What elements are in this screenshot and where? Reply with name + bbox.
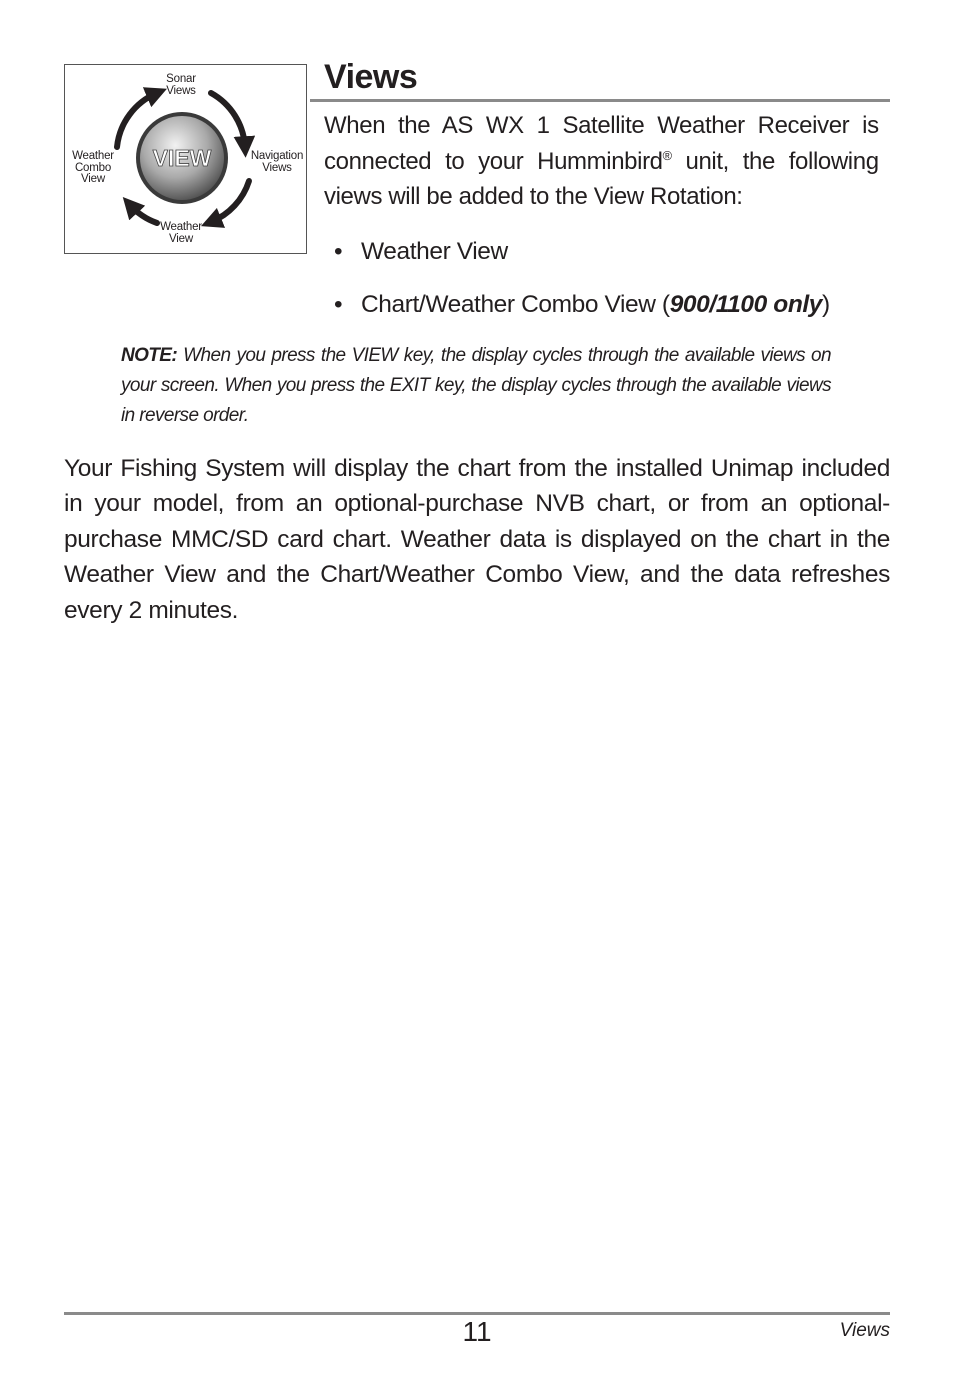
body-paragraph: Your Fishing System will display the chart from the installed Unimap included in your model, from an optional-purchase NVB chart, or from an optional-purchase MMC/SD card chart. Weather data is displayed on the chart in the Weather View and the Chart/Weather Combo View, and the data refreshes every 2 minutes. [64, 455, 890, 624]
label-weather-view [155, 222, 207, 245]
label-weather-line2: View [169, 232, 193, 245]
model-qualifier: 900/1100 only [669, 291, 823, 318]
list-item-text: Chart/Weather Combo View ( [361, 291, 670, 318]
label-sonar-line1: Sonar [166, 73, 196, 85]
label-weather-line1: Weather [160, 221, 202, 233]
label-sonar-views [159, 74, 203, 97]
list-item [334, 232, 830, 285]
list-item [334, 285, 830, 338]
note-label: NOTE: [121, 345, 178, 366]
note [121, 341, 831, 431]
label-navigation-line1: Navigation [250, 150, 304, 162]
label-combo-line1: Weather [72, 150, 114, 162]
bullet-dot: • [334, 291, 343, 318]
label-weather-combo-view [66, 151, 120, 186]
view-button-label: VIEW [152, 145, 212, 171]
label-combo-line2: Combo [74, 161, 112, 174]
label-navigation-line2: Views [262, 161, 292, 174]
view-rotation-diagram [64, 64, 307, 254]
intro-paragraph [324, 108, 879, 215]
title-rule [310, 99, 890, 102]
list-item-suffix: ) [822, 291, 830, 318]
footer-rule [64, 1312, 890, 1315]
registered-mark: ® [662, 147, 672, 163]
intro-text-1: When the AS WX 1 Satellite Weather Receiver is connected to your Humminbird [324, 112, 879, 175]
label-combo-line3: View [81, 173, 105, 185]
list-item-text: Weather View [361, 238, 508, 265]
page-title: Views [324, 58, 418, 96]
arrow-weather-to-combo [130, 205, 157, 223]
footer-section-title: Views [839, 1320, 890, 1341]
label-sonar-line2: Views [166, 84, 196, 97]
intro-text-2: unit, the following views will be added to the View Rotation: [324, 147, 879, 210]
note-text: When you press the VIEW key, the display cycles through the available views on your screen. When you press the EXIT key, the display cycles through the available views in reverse order. [121, 345, 831, 426]
label-navigation-views [245, 151, 309, 174]
bullet-dot: • [334, 238, 343, 265]
added-views-list [334, 232, 830, 338]
page-number: 11 [462, 1316, 492, 1347]
